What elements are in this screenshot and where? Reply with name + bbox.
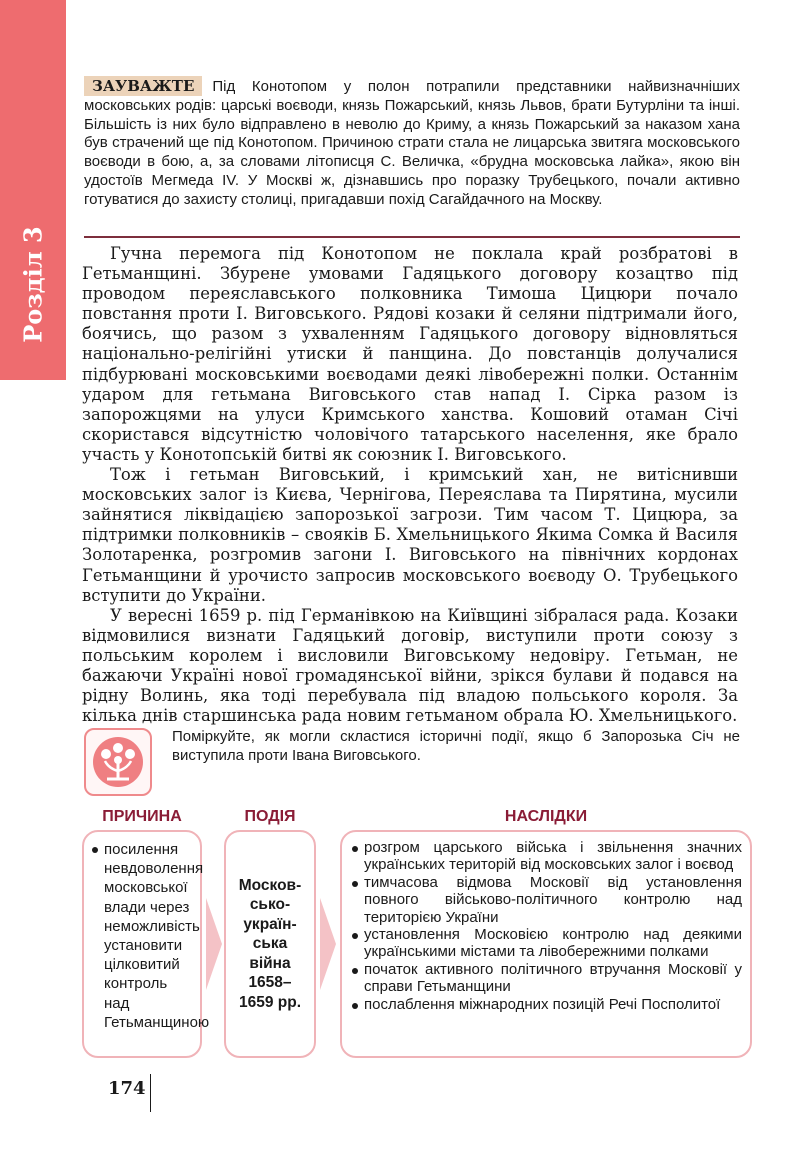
thinking-tree-icon [84, 728, 152, 796]
consequences-box [340, 830, 752, 1058]
event-box [224, 830, 316, 1058]
consequence-item: тимчасова відмова Московії від установлення повного військово-політичного контролю над територією України [350, 874, 742, 926]
event-header: ПОДІЯ [244, 808, 296, 825]
cause-header: ПРИЧИНА [102, 808, 182, 825]
section-sidebar [0, 0, 66, 380]
page-number-rule [150, 1074, 151, 1112]
think-question: Поміркуйте, як могли скластися історичні події, якщо б Запорозька Січ не виступила проти Івана Виговського. [172, 728, 740, 764]
consequence-item: розгром царського війська і звільнення значних українських територій від московських залог і воєвод [350, 839, 742, 874]
section-label-text: Розділ 3 [18, 225, 48, 343]
main-text [82, 244, 738, 726]
note-divider [84, 236, 740, 238]
note-label: ЗАУВАЖТЕ [84, 76, 202, 96]
arrow-right-icon [206, 898, 222, 990]
paragraph: Тож і гетьман Виговський, і кримський хан, не витіснивши московських залог із Києва, Чернігова, Переяслава та Пирятина, мусили зайнятися ліквідацією запорозької загрози. Тим часом Т. Цицюра, за підтримки полковників – свояків Б. Хмельницького Якима Сомка й Василя Золотаренка, розгромив загони І. Виговського на північних кордонах Гетьманщини й урочисто запросив московського воєводу О. Трубецького вступити до України. [82, 465, 738, 605]
page-number: 174 [108, 1078, 146, 1099]
consequence-item: установлення Московією контролю над деякими українськими містами та лівобережними полками [350, 926, 742, 961]
paragraph: У вересні 1659 р. під Германівкою на Київщині зібралася рада. Козаки відмовилися визнати Гадяцький договір, виступили проти союзу з польським королем і висловили Виговському недовіру. Гетьман, не бажаючи Україні нової громадянської війни, зрікся булави й подався на рідну Волинь, яка тоді перебувала під владою польського короля. За кілька днів старшинська рада новим гетьманом обрала Ю. Хмельницького. [82, 605, 738, 726]
note-box [84, 76, 740, 210]
cause-box [82, 830, 210, 1058]
consequence-item: послаблення міжнародних позицій Речі Посполитої [350, 996, 742, 1013]
section-label [8, 224, 58, 344]
note-text: Під Конотопом у полон потрапили представники найвизначніших московських родів: царські воєводи, князь Пожарський, князь Львов, брати Бутурліни та інші. Більшість із них було відправлено в неволю до Криму, а князь Пожарський за наказом хана був страчений ще під Конотопом. Причиною страти стала не лицарська звитяга московського воєводи в бою, а, за словами літописця С. Величка, «брудна московська лайка», якою він удостоїв Мегмеда IV. У Москві ж, дізнавшись про поразку Трубецького, почали активно готуватися до захисту столиці, пригадавши похід Сагайдачного на Москву. [84, 78, 740, 208]
paragraph: Гучна перемога під Конотопом не поклала край розбратові в Гетьманщині. Збурене умовами Гадяцького договору козацтво під проводом переяславського полковника Тимоша Цицюри почало повстання проти І. Виговського. Рядові козаки й селяни підтримали його, боячись, що разом з ухваленням Гадяцького договору відновляться національно-релігійні утиски й панщина. До повстанців долучалися підбурювані московськими воєводами деякі лівобережні полки. Останнім ударом для гетьмана Виговського став напад І. Сірка разом із запорожцями на улуси Кримського ханства. Кошовий отаман Січі скористався відсутністю чоловічого татарського населення, яке брало участь у Конотопській битві як союзник І. Виговського. [82, 244, 738, 464]
event-title: Москов- сько- україн- ська війна 1658– 1659 рр. [238, 876, 302, 1011]
cause-item: посилення невдоволення московської влади через неможливість установити цілковитий контроль над Гетьманщиною [90, 840, 194, 1032]
arrow-right-icon [320, 898, 336, 990]
consequences-header: НАСЛІДКИ [504, 808, 588, 825]
consequence-item: початок активного політичного втручання Московії у справи Гетьманщини [350, 961, 742, 996]
